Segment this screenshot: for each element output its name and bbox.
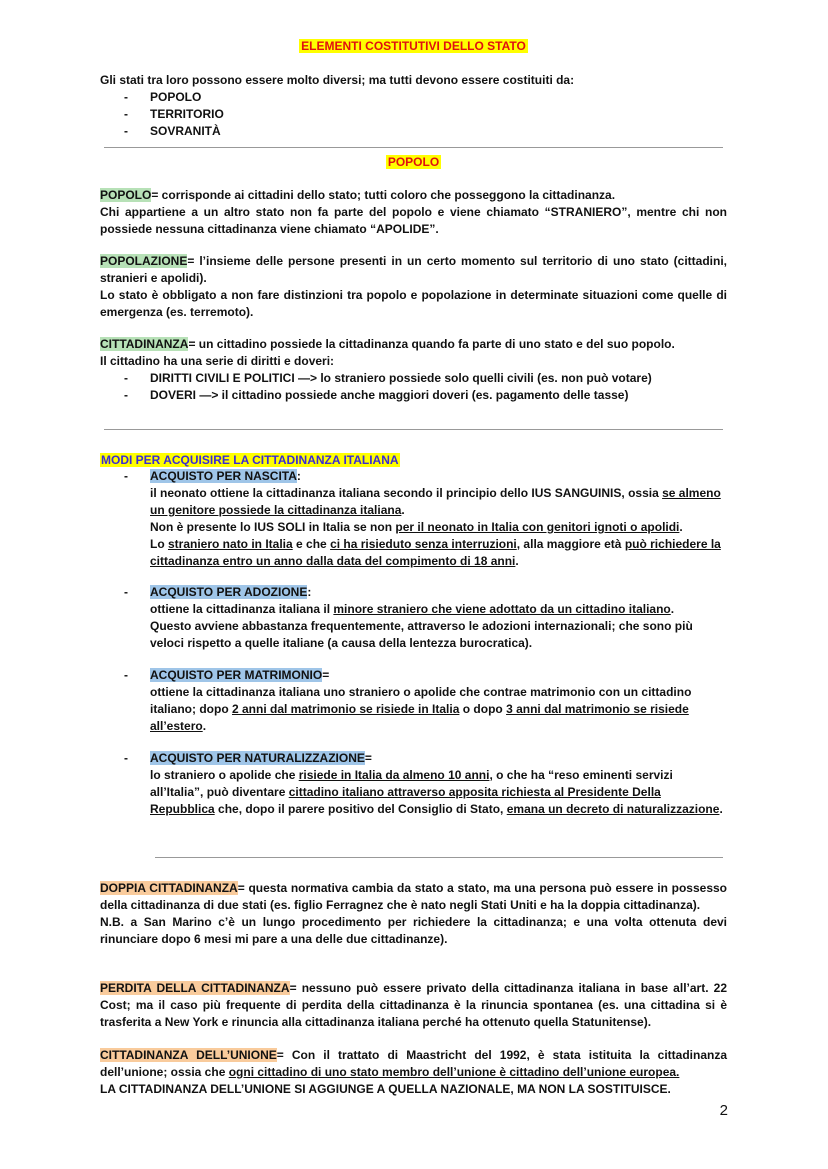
popolazione-paragraph — [100, 253, 727, 321]
rights-list — [100, 370, 727, 404]
term-unione: CITTADINANZA DELL’UNIONE — [100, 1048, 277, 1062]
intro-text: Gli stati tra loro possono essere molto diversi; ma tutti devono essere costituiti da: — [100, 73, 575, 87]
list-item: - DIRITTI CIVILI E POLITICI —> lo straniero possiede solo quelli civili (es. non può votare) — [100, 370, 727, 387]
definition-text: = Con il trattato di Maastricht del 1992, è stata istituita la cittadinanza dell’unione; ossia che — [100, 1048, 727, 1079]
definition-text: = nessuno può essere privato della cittadinanza italiana in base all’art. 22 Cost; ma il caso più frequente di perdita della cittadinanza è la rinuncia spontanea (es. una cittadina si è trasferita a New York e rinuncia alla cittadinanza italiana perché ha ottenuto quella Statunitense). — [100, 981, 727, 1029]
list-item: - DOVERI —> il cittadino possiede anche maggiori doveri (es. pagamento delle tasse) — [100, 387, 727, 404]
list-item — [100, 584, 727, 601]
term-popolazione: POPOLAZIONE — [100, 254, 188, 268]
paragraph-text: Lo stato è obbligato a non fare distinzioni tra popolo e popolazione in determinate situazioni come quelle di emergenza (es. terremoto). — [100, 288, 727, 319]
list-item: - SOVRANITÀ — [100, 123, 727, 140]
label-suffix: = — [322, 668, 330, 682]
label-suffix: = — [364, 751, 372, 765]
list-item: - POPOLO — [100, 89, 727, 106]
intro-list — [100, 89, 727, 140]
list-item — [100, 750, 727, 767]
term-doppia-cittadinanza: DOPPIA CITTADINANZA — [100, 881, 238, 895]
perdita-paragraph — [100, 980, 727, 1031]
term-cittadinanza: CITTADINANZA — [100, 337, 189, 351]
acquisto-naturalizzazione — [100, 750, 727, 818]
term-popolo: POPOLO — [100, 188, 152, 202]
cittadinanza-paragraph — [100, 336, 727, 404]
label-adozione: ACQUISTO PER ADOZIONE — [150, 585, 308, 599]
popolo-paragraph — [100, 187, 727, 238]
intro-section — [100, 72, 727, 140]
paragraph-text: ottiene la cittadinanza italiana il minore straniero che viene adottato da un cittadino italiano. Questo avviene abbastanza frequentemente, attraverso le adozioni internazionali; che sono più veloci rispetto a quelle italiane (a causa della lentezza burocratica). — [150, 602, 693, 650]
definition-text: = un cittadino possiede la cittadinanza quando fa parte di uno stato e del suo popolo. — [188, 337, 675, 351]
page-number: 2 — [719, 1102, 728, 1119]
paragraph-text: N.B. a San Marino c’è un lungo procedimento per richiedere la cittadinanza; e una volta ottenuta devi rinunciare dopo 6 mesi mi pare a una delle due cittadinanze). — [100, 915, 727, 946]
heading-highlight: POPOLO — [387, 155, 440, 169]
title-highlight: ELEMENTI COSTITUTIVI DELLO STATO — [301, 39, 526, 53]
definition-text: = questa normativa cambia da stato a stato, ma una persona può essere in possesso della cittadinanza di due stati (es. figlio Ferragnez che è nato negli Stati Uniti e ha la doppia cittadinanza). — [100, 881, 727, 912]
list-item — [100, 667, 727, 684]
paragraph-text: LA CITTADINANZA DELL’UNIONE SI AGGIUNGE A QUELLA NAZIONALE, MA NON LA SOSTITUISCE. — [100, 1082, 671, 1096]
paragraph-text: lo straniero o apolide che risiede in Italia da almeno 10 anni, o che ha “reso eminenti servizi all’Italia”, può diventare cittadino italiano attraverso apposita richiesta al Presidente Della Repubblica che, dopo il parere positivo del Consiglio di Stato, emana un decreto di naturalizzazione. — [150, 768, 723, 816]
page-title — [100, 38, 727, 55]
list-item — [100, 468, 727, 485]
paragraph-text: ottiene la cittadinanza italiana uno straniero o apolide che contrae matrimonio con un cittadino italiano; dopo 2 anni dal matrimonio se risiede in Italia o dopo 3 anni dal matrimonio se risiede all’estero. — [150, 685, 692, 733]
definition-text: = corrisponde ai cittadini dello stato; tutti coloro che posseggono la cittadinanza. — [151, 188, 616, 202]
label-suffix: : — [296, 469, 301, 483]
divider — [104, 429, 723, 430]
divider — [104, 147, 723, 148]
divider — [155, 857, 723, 858]
underlined-text: ogni cittadino di uno stato membro dell’unione è cittadino dell’unione europea. — [228, 1065, 680, 1079]
acquisto-adozione — [100, 584, 727, 652]
acquisto-nascita — [100, 468, 727, 570]
unione-paragraph — [100, 1047, 727, 1098]
acquisto-matrimonio — [100, 667, 727, 735]
label-naturalizzazione: ACQUISTO PER NATURALIZZAZIONE — [150, 751, 365, 765]
doppia-cittadinanza-paragraph — [100, 880, 727, 948]
definition-text: = l’insieme delle persone presenti in un certo momento sul territorio di uno stato (cittadini, stranieri e apolidi). — [100, 254, 727, 285]
paragraph-text: Chi appartiene a un altro stato non fa parte del popolo e viene chiamato “STRANIERO”, mentre chi non possiede nessuna cittadinanza viene chiamato “APOLIDE”. — [100, 205, 727, 236]
label-matrimonio: ACQUISTO PER MATRIMONIO — [150, 668, 323, 682]
paragraph-text: il neonato ottiene la cittadinanza italiana secondo il principio dello IUS SANGUINIS, ossia se almeno un genitore possiede la cittadinanza italiana. Non è presente lo IUS SOLI in Italia se non per il neonato in Italia con genitori ignoti o apolidi. Lo straniero nato in Italia e che ci ha risieduto senza interruzioni, alla maggiore età può richiedere la cittadinanza entro un anno dalla data del compimento di 18 anni. — [150, 486, 721, 568]
paragraph-text: Il cittadino ha una serie di diritti e doveri: — [100, 354, 335, 368]
term-perdita: PERDITA DELLA CITTADINANZA — [100, 981, 290, 995]
label-nascita: ACQUISTO PER NASCITA — [150, 469, 297, 483]
modi-heading — [100, 452, 727, 469]
label-suffix: : — [307, 585, 312, 599]
list-item: - TERRITORIO — [100, 106, 727, 123]
section-heading-popolo — [100, 154, 727, 171]
heading-highlight: MODI PER ACQUISIRE LA CITTADINANZA ITALIANA — [101, 453, 399, 467]
